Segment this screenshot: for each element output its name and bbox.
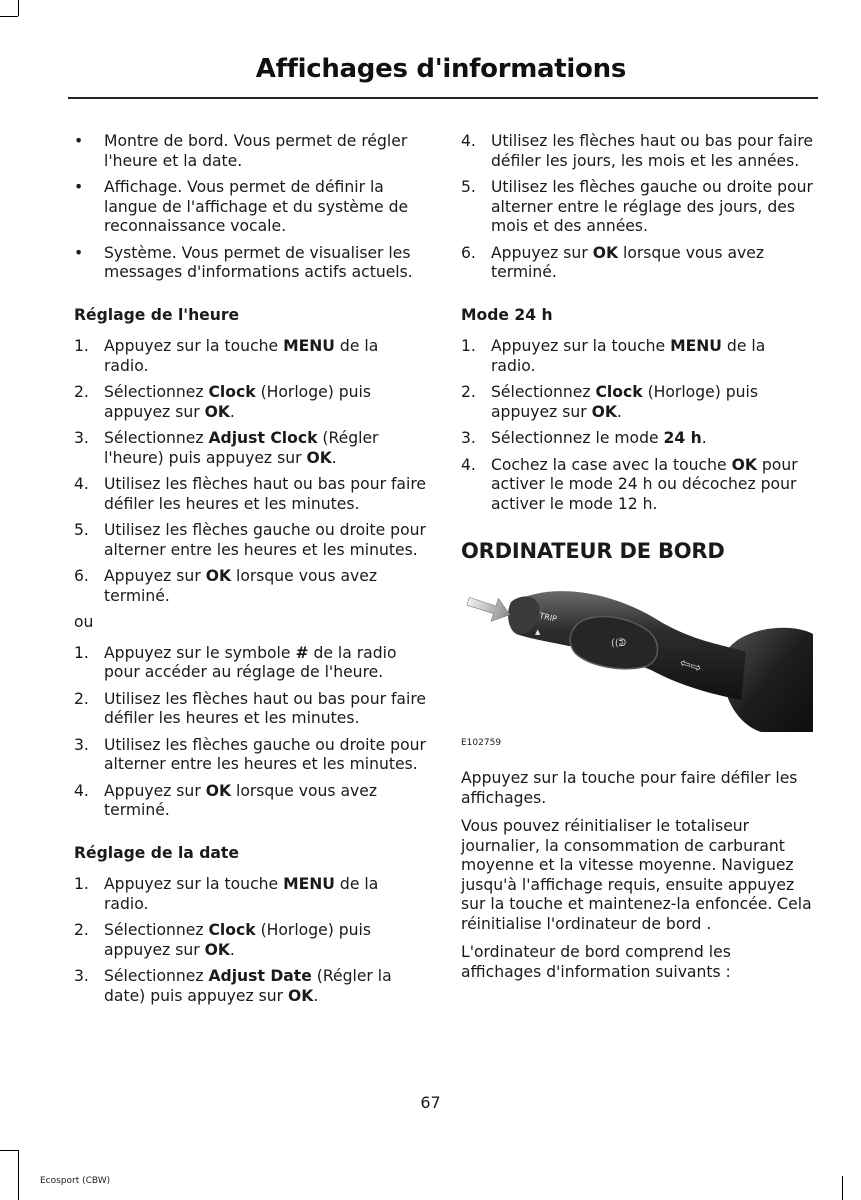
step-text: [104, 690, 426, 728]
paragraph: L'ordinateur de bord comprend les affichages d'information suivants :: [461, 943, 731, 981]
section-heading: Réglage de l'heure: [74, 305, 240, 324]
step-text-part: Appuyez sur le symbole: [104, 643, 296, 662]
svg-text:TRIP: TRIP: [538, 610, 558, 624]
step-number: 4.: [461, 132, 476, 150]
list-item: [74, 875, 426, 914]
list-item: [461, 337, 813, 376]
step-text-part: Sélectionnez: [104, 429, 209, 447]
list-item: [74, 921, 426, 960]
step-text-part: Appuyez sur: [104, 567, 206, 585]
step-text-part: Utilisez les flèches haut ou bas pour faire défiler les heures et les minutes.: [104, 689, 426, 727]
step-text-part: .: [331, 448, 337, 467]
numbered-list: [461, 132, 813, 283]
step-text-part: .: [229, 402, 235, 421]
step-number: 5.: [74, 521, 89, 539]
step-text-part: de la radio.: [491, 337, 766, 375]
figure-code: E102759: [461, 737, 502, 748]
right-column: [461, 132, 813, 991]
step-number: 2.: [74, 921, 89, 939]
crop-mark: [18, 0, 19, 16]
step-keyword: OK: [306, 448, 332, 467]
step-text: [104, 921, 371, 959]
paragraph: Vous pouvez réinitialiser le totaliseur journalier, la consommation de carburant moyenne et la vitesse moyenne. Naviguez jusqu'à l'affichage requis, ensuite appuyez sur la touche et maintenez-la enfoncée. Cela réinitialise l'ordinateur de bord .: [461, 817, 812, 933]
step-text: [104, 782, 377, 820]
left-column: [74, 132, 426, 1013]
step-number: 1.: [74, 875, 89, 893]
step-text-part: lorsque vous avez terminé.: [104, 567, 378, 605]
step-keyword: Adjust Clock: [208, 429, 318, 447]
step-number: 4.: [74, 475, 89, 493]
bullet-marker: •: [74, 132, 84, 150]
step-number: 3.: [74, 967, 89, 985]
step-text: [104, 567, 377, 605]
step-keyword: OK: [205, 567, 232, 585]
list-item: [74, 337, 426, 376]
bullet-marker: •: [74, 243, 84, 262]
step-text-part: Utilisez les flèches gauche ou droite pour alterner entre les heures et les minutes.: [104, 521, 426, 559]
bullet-list: [74, 132, 426, 283]
step-text: [104, 429, 378, 467]
step-text: [104, 967, 392, 1005]
step-number: 1.: [74, 337, 89, 355]
step-text-part: Appuyez sur la touche: [104, 337, 284, 355]
step-keyword: MENU: [283, 875, 335, 893]
list-item: [74, 429, 426, 468]
step-number: 3.: [461, 429, 476, 447]
crop-mark: [18, 1150, 19, 1200]
step-text-part: .: [616, 402, 622, 421]
list-item: [74, 967, 426, 1006]
step-number: 2.: [74, 383, 89, 401]
bullet-text: Montre de bord. Vous permet de régler l'heure et la date.: [104, 132, 408, 170]
step-text-part: de la radio.: [104, 337, 379, 375]
step-keyword: Clock: [208, 921, 256, 939]
step-text: [491, 244, 764, 282]
step-keyword: OK: [287, 986, 314, 1005]
trip-button-figure: [461, 582, 813, 732]
step-text-part: Utilisez les flèches gauche ou droite pour alterner entre le réglage des jours, des mois et des années.: [491, 178, 813, 235]
step-keyword: 24 h: [663, 429, 702, 447]
step-text: [491, 429, 707, 447]
header-rule: [68, 97, 818, 99]
step-keyword: OK: [204, 940, 230, 959]
step-keyword: MENU: [670, 337, 722, 355]
svg-text:⇦⇨: ⇦⇨: [677, 655, 704, 677]
step-text: [104, 383, 371, 421]
step-text-part: .: [313, 986, 319, 1005]
step-number: 1.: [74, 643, 89, 662]
step-keyword: Adjust Date: [208, 967, 312, 985]
step-text-part: pour activer le mode 24 h ou décochez pour activer le mode 12 h.: [491, 455, 798, 513]
bullet-item: [74, 244, 426, 283]
bullet-item: [74, 178, 426, 237]
list-item: [74, 475, 426, 514]
step-text-part: lorsque vous avez terminé.: [491, 243, 765, 281]
step-keyword: Clock: [595, 383, 643, 401]
list-item: [461, 456, 813, 515]
step-text: [104, 521, 426, 559]
step-text-part: de la radio.: [104, 875, 379, 913]
list-item: [461, 244, 813, 283]
bullet-text: Système. Vous permet de visualiser les messages d'informations actifs actuels.: [104, 243, 413, 281]
step-number: 6.: [74, 567, 89, 585]
step-number: 5.: [461, 178, 476, 196]
step-text-part: (Régler l'heure) puis appuyez sur: [104, 429, 379, 467]
step-text: [491, 178, 813, 235]
list-item: [74, 736, 426, 775]
list-item: [74, 782, 426, 821]
step-number: 2.: [461, 383, 476, 401]
step-text: [104, 644, 397, 682]
step-text: [491, 337, 765, 375]
step-text-part: Utilisez les flèches haut ou bas pour faire défiler les heures et les minutes.: [104, 475, 426, 513]
numbered-list: [74, 875, 426, 1006]
step-keyword: OK: [731, 455, 757, 474]
or-text: ou: [74, 613, 94, 631]
list-item: [74, 690, 426, 729]
list-item: [461, 429, 813, 449]
svg-text:▲: ▲: [535, 627, 541, 636]
step-text-part: (Régler la date) puis appuyez sur: [104, 967, 392, 1005]
step-text-part: Sélectionnez: [104, 383, 209, 401]
svg-text:((ᕲ: ((ᕲ: [611, 637, 627, 649]
list-item: [461, 178, 813, 237]
step-keyword: Clock: [208, 383, 256, 401]
section-title: ORDINATEUR DE BORD: [461, 539, 725, 563]
step-text-part: de la radio pour accéder au réglage de l'heure.: [104, 643, 397, 681]
list-item: [74, 644, 426, 683]
step-text-part: (Horloge) puis appuyez sur: [491, 383, 758, 421]
step-keyword: OK: [205, 781, 232, 800]
crop-mark: [0, 16, 18, 17]
step-text: [104, 337, 378, 375]
page-title: Affichages d'informations: [255, 54, 626, 84]
step-number: 6.: [461, 243, 476, 262]
list-item: [461, 383, 813, 422]
section-heading: Réglage de la date: [74, 843, 239, 862]
list-item: [74, 383, 426, 422]
step-keyword: #: [295, 643, 309, 662]
bullet-marker: •: [74, 178, 84, 196]
section-heading: Mode 24 h: [461, 305, 553, 324]
step-keyword: OK: [204, 402, 230, 421]
list-item: [74, 521, 426, 560]
step-text: [104, 736, 426, 774]
list-item: [461, 132, 813, 171]
step-text-part: Appuyez sur la touche: [491, 337, 671, 355]
bullet-text: Affichage. Vous permet de définir la langue de l'affichage et du système de reconnaissance vocale.: [104, 178, 409, 235]
step-text-part: Utilisez les flèches haut ou bas pour faire défiler les jours, les mois et les années.: [491, 132, 813, 170]
step-text-part: Appuyez sur: [491, 243, 593, 262]
step-text-part: Utilisez les flèches gauche ou droite pour alterner entre les heures et les minutes.: [104, 735, 426, 773]
step-text-part: lorsque vous avez terminé.: [104, 781, 378, 819]
crop-mark: [0, 1150, 18, 1151]
step-text-part: .: [701, 429, 707, 447]
step-text-part: Sélectionnez: [104, 967, 209, 985]
step-text-part: (Horloge) puis appuyez sur: [104, 383, 371, 421]
paragraph-group: [461, 769, 813, 982]
step-text-part: Appuyez sur: [104, 781, 206, 800]
step-text: [104, 475, 426, 513]
stalk-illustration: [461, 582, 813, 732]
step-text: [104, 875, 378, 913]
step-number: 3.: [74, 429, 89, 447]
paragraph: Appuyez sur la touche pour faire défiler les affichages.: [461, 769, 798, 807]
step-keyword: OK: [592, 243, 619, 262]
numbered-list: [74, 644, 426, 821]
step-text: [491, 456, 798, 513]
list-item: [74, 567, 426, 606]
step-text-part: Cochez la case avec la touche: [491, 455, 732, 474]
bullet-item: [74, 132, 426, 171]
step-keyword: OK: [591, 402, 617, 421]
footer-text: Ecosport (CBW): [40, 1176, 111, 1186]
step-number: 4.: [74, 781, 89, 800]
numbered-list: [74, 337, 426, 606]
numbered-list: [461, 337, 813, 514]
crop-mark: [842, 1176, 843, 1200]
step-text-part: .: [229, 940, 235, 959]
step-text-part: (Horloge) puis appuyez sur: [104, 921, 371, 959]
step-keyword: MENU: [283, 337, 335, 355]
step-text-part: Sélectionnez: [104, 921, 209, 939]
step-number: 3.: [74, 735, 89, 754]
step-text-part: Sélectionnez: [491, 383, 596, 401]
step-text-part: Appuyez sur la touche: [104, 875, 284, 893]
step-number: 4.: [461, 455, 476, 474]
step-text: [491, 383, 758, 421]
step-number: 1.: [461, 337, 476, 355]
step-text-part: Sélectionnez le mode: [491, 429, 664, 447]
step-text: [491, 132, 813, 170]
step-number: 2.: [74, 689, 89, 708]
page-number: 67: [420, 1093, 441, 1112]
